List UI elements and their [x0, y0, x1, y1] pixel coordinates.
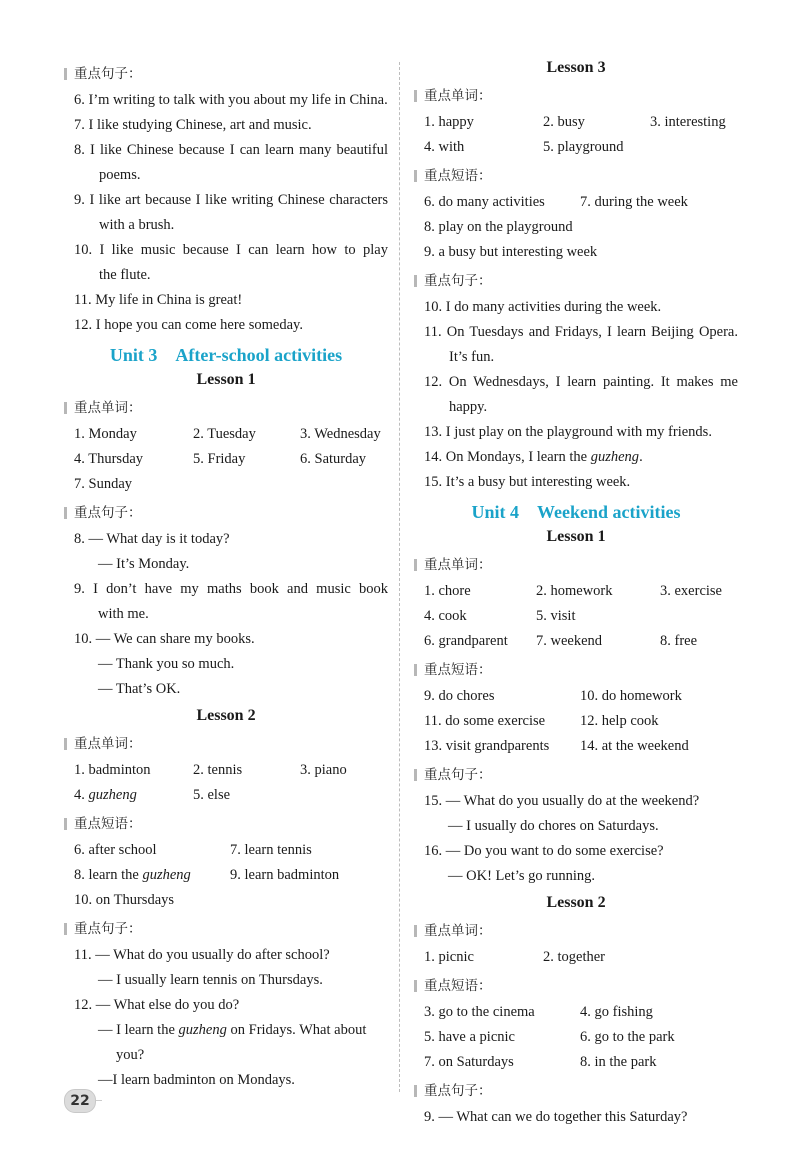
sentence-cont: — OK! Let’s go running. — [448, 868, 595, 884]
phrase — [74, 863, 230, 888]
lesson-title: Lesson 2 — [546, 894, 606, 911]
word-italic: guzheng — [88, 787, 137, 803]
word-row — [414, 110, 738, 135]
word: 2. Tuesday — [193, 426, 256, 442]
left-column — [64, 58, 388, 1093]
sentence: 8. — What day is it today? — [74, 531, 230, 547]
phrase-row — [414, 1050, 738, 1075]
word: 3. piano — [300, 762, 347, 778]
right-column — [414, 58, 738, 1130]
word: 7. weekend — [536, 633, 603, 649]
sentence-italic: guzheng — [178, 1022, 227, 1038]
section-label-words: 重点单词： — [64, 394, 388, 422]
phrase: 8. in the park — [580, 1054, 657, 1070]
sentence: 13. I just play on the playground with my friends. — [424, 424, 712, 440]
sentence: 6. I’m writing to talk with you about my life in China. — [74, 92, 388, 108]
phrase: 10. on Thursdays — [74, 892, 175, 908]
word: 6. Saturday — [300, 451, 367, 467]
sentence: 11. My life in China is great! — [74, 292, 243, 308]
word: 5. else — [193, 787, 231, 803]
section-label-phrases: 重点短语： — [414, 972, 738, 1000]
word: 5. visit — [536, 608, 576, 624]
phrase: 9. learn badminton — [230, 867, 340, 883]
sentence-cont: — I usually do chores on Saturdays. — [448, 818, 659, 834]
section-label-sentences: 重点句子： — [64, 499, 388, 527]
word-row — [414, 579, 738, 604]
word: 3. exercise — [660, 583, 722, 599]
word-row — [64, 783, 388, 808]
word: 3. interesting — [650, 114, 726, 130]
unit-number: Unit 3 — [109, 345, 158, 365]
phrase: 13. visit grandparents — [424, 738, 550, 754]
column-divider — [399, 62, 400, 1092]
phrase: 6. after school — [74, 842, 157, 858]
sentence — [414, 445, 738, 470]
phrase: 7. on Saturdays — [424, 1054, 514, 1070]
sentence-part: on Fridays. What about — [230, 1022, 367, 1038]
word — [74, 783, 193, 808]
word: 5. Friday — [193, 451, 246, 467]
section-label-phrases: 重点短语： — [64, 810, 388, 838]
phrase: 11. do some exercise — [424, 713, 546, 729]
sentence: 12. — What else do you do? — [74, 997, 240, 1013]
word: 6. grandparent — [424, 633, 508, 649]
sentence-cont: — That’s OK. — [98, 681, 181, 697]
sentence-part: 14. On Mondays, I learn the — [424, 449, 588, 465]
section-label-sentences: 重点句子： — [64, 915, 388, 943]
sentence: 11. On Tuesdays and Fridays, I learn Beijing Opera. — [424, 324, 738, 340]
unit-number: Unit 4 — [471, 502, 520, 522]
sentence: 12. I hope you can come here someday. — [74, 317, 303, 333]
section-label-sentences: 重点句子： — [414, 267, 738, 295]
word: 1. chore — [424, 583, 471, 599]
phrase: 10. do homework — [580, 688, 682, 704]
phrase-text: 8. learn the — [74, 867, 139, 883]
word: 4. with — [424, 139, 465, 155]
sentence-cont: you? — [116, 1047, 145, 1063]
sentence-part: — I learn the — [98, 1022, 175, 1038]
sentence: 15. — What do you usually do at the weekend? — [424, 793, 700, 809]
page-number-rule — [96, 1100, 102, 1101]
lesson-title: Lesson 1 — [196, 371, 256, 388]
word-row — [64, 447, 388, 472]
sentence: 7. I like studying Chinese, art and music. — [74, 117, 312, 133]
word-row — [414, 629, 738, 654]
word: 7. Sunday — [74, 476, 132, 492]
section-label-words: 重点单词： — [64, 730, 388, 758]
unit-title: Weekend activities — [537, 502, 681, 522]
sentence-cont: the flute. — [99, 267, 151, 283]
word: 1. happy — [424, 114, 474, 130]
sentence: 15. It’s a busy but interesting week. — [424, 474, 631, 490]
phrase-row — [414, 240, 738, 265]
phrase-row — [414, 684, 738, 709]
section-label-sentences: 重点句子： — [64, 60, 388, 88]
sentence-part: . — [639, 449, 643, 465]
sentence: 10. I do many activities during the week. — [424, 299, 662, 315]
phrase-row — [414, 734, 738, 759]
phrase: 3. go to the cinema — [424, 1004, 535, 1020]
unit-heading — [64, 342, 388, 368]
phrase-row — [414, 190, 738, 215]
word: 2. busy — [543, 114, 585, 130]
section-label-sentences: 重点句子： — [414, 761, 738, 789]
word: 2. together — [543, 949, 606, 965]
word: 4. Thursday — [74, 451, 144, 467]
phrase: 9. a busy but interesting week — [424, 244, 598, 260]
sentence-cont: with a brush. — [99, 217, 175, 233]
sentence-cont — [64, 1018, 388, 1043]
phrase: 7. learn tennis — [230, 842, 312, 858]
word-number: 4. — [74, 787, 85, 803]
phrase-row — [414, 709, 738, 734]
phrase: 9. do chores — [424, 688, 495, 704]
word-row — [414, 604, 738, 629]
word: 5. playground — [543, 139, 624, 155]
sentence: 8. I like Chinese because I can learn many beautiful — [74, 142, 388, 158]
sentence-cont: poems. — [99, 167, 141, 183]
phrase-italic: guzheng — [142, 867, 191, 883]
phrase: 6. go to the park — [580, 1029, 675, 1045]
unit-heading — [414, 499, 738, 525]
sentence-cont: —I learn badminton on Mondays. — [98, 1072, 295, 1088]
lesson-title: Lesson 1 — [546, 528, 606, 545]
sentence: 12. On Wednesdays, I learn painting. It makes me — [424, 374, 738, 390]
phrase-row — [64, 838, 388, 863]
phrase-row — [414, 215, 738, 240]
sentence: 16. — Do you want to do some exercise? — [424, 843, 664, 859]
section-label-sentences: 重点句子： — [414, 1077, 738, 1105]
section-label-phrases: 重点短语： — [414, 656, 738, 684]
word: 1. Monday — [74, 426, 137, 442]
sentence: 10. I like music because I can learn how to play — [74, 242, 388, 258]
phrase: 14. at the weekend — [580, 738, 689, 754]
lesson-title: Lesson 3 — [546, 59, 606, 76]
word: 2. homework — [536, 583, 613, 599]
section-label-words: 重点单词： — [414, 551, 738, 579]
phrase-row — [64, 888, 388, 913]
sentence-cont: — Thank you so much. — [98, 656, 235, 672]
section-label-words: 重点单词： — [414, 82, 738, 110]
sentence-cont: — It’s Monday. — [98, 556, 190, 572]
sentence: 9. I don’t have my maths book and music book — [74, 581, 388, 597]
sentence: 9. — What can we do together this Saturday? — [424, 1109, 688, 1125]
lesson-title: Lesson 2 — [196, 707, 256, 724]
word-row — [64, 472, 388, 497]
phrase-row — [414, 1000, 738, 1025]
phrase: 5. have a picnic — [424, 1029, 515, 1045]
section-label-phrases: 重点短语： — [414, 162, 738, 190]
word-row — [414, 945, 738, 970]
phrase: 6. do many activities — [424, 194, 545, 210]
phrase-row — [64, 863, 388, 888]
word: 3. Wednesday — [300, 426, 381, 442]
phrase: 12. help cook — [580, 713, 659, 729]
word-row — [414, 135, 738, 160]
sentence: 11. — What do you usually do after school? — [74, 947, 330, 963]
phrase: 7. during the week — [580, 194, 688, 210]
word-row — [64, 758, 388, 783]
word-row — [64, 422, 388, 447]
section-label-words: 重点单词： — [414, 917, 738, 945]
sentence-cont: It’s fun. — [449, 349, 495, 365]
word: 1. badminton — [74, 762, 151, 778]
sentence-cont: with me. — [98, 606, 149, 622]
phrase: 8. play on the playground — [424, 219, 573, 235]
sentence: 10. — We can share my books. — [74, 631, 255, 647]
page-number: 22 — [64, 1089, 96, 1113]
sentence-cont: — I usually learn tennis on Thursdays. — [98, 972, 323, 988]
sentence-italic: guzheng — [590, 449, 640, 465]
word: 1. picnic — [424, 949, 474, 965]
sentence: 9. I like art because I like writing Chinese characters — [74, 192, 388, 208]
word: 2. tennis — [193, 762, 243, 778]
sentence-cont: happy. — [449, 399, 488, 415]
phrase-row — [414, 1025, 738, 1050]
phrase: 4. go fishing — [580, 1004, 653, 1020]
word: 8. free — [660, 633, 698, 649]
word: 4. cook — [424, 608, 467, 624]
unit-title: After-school activities — [175, 345, 343, 365]
